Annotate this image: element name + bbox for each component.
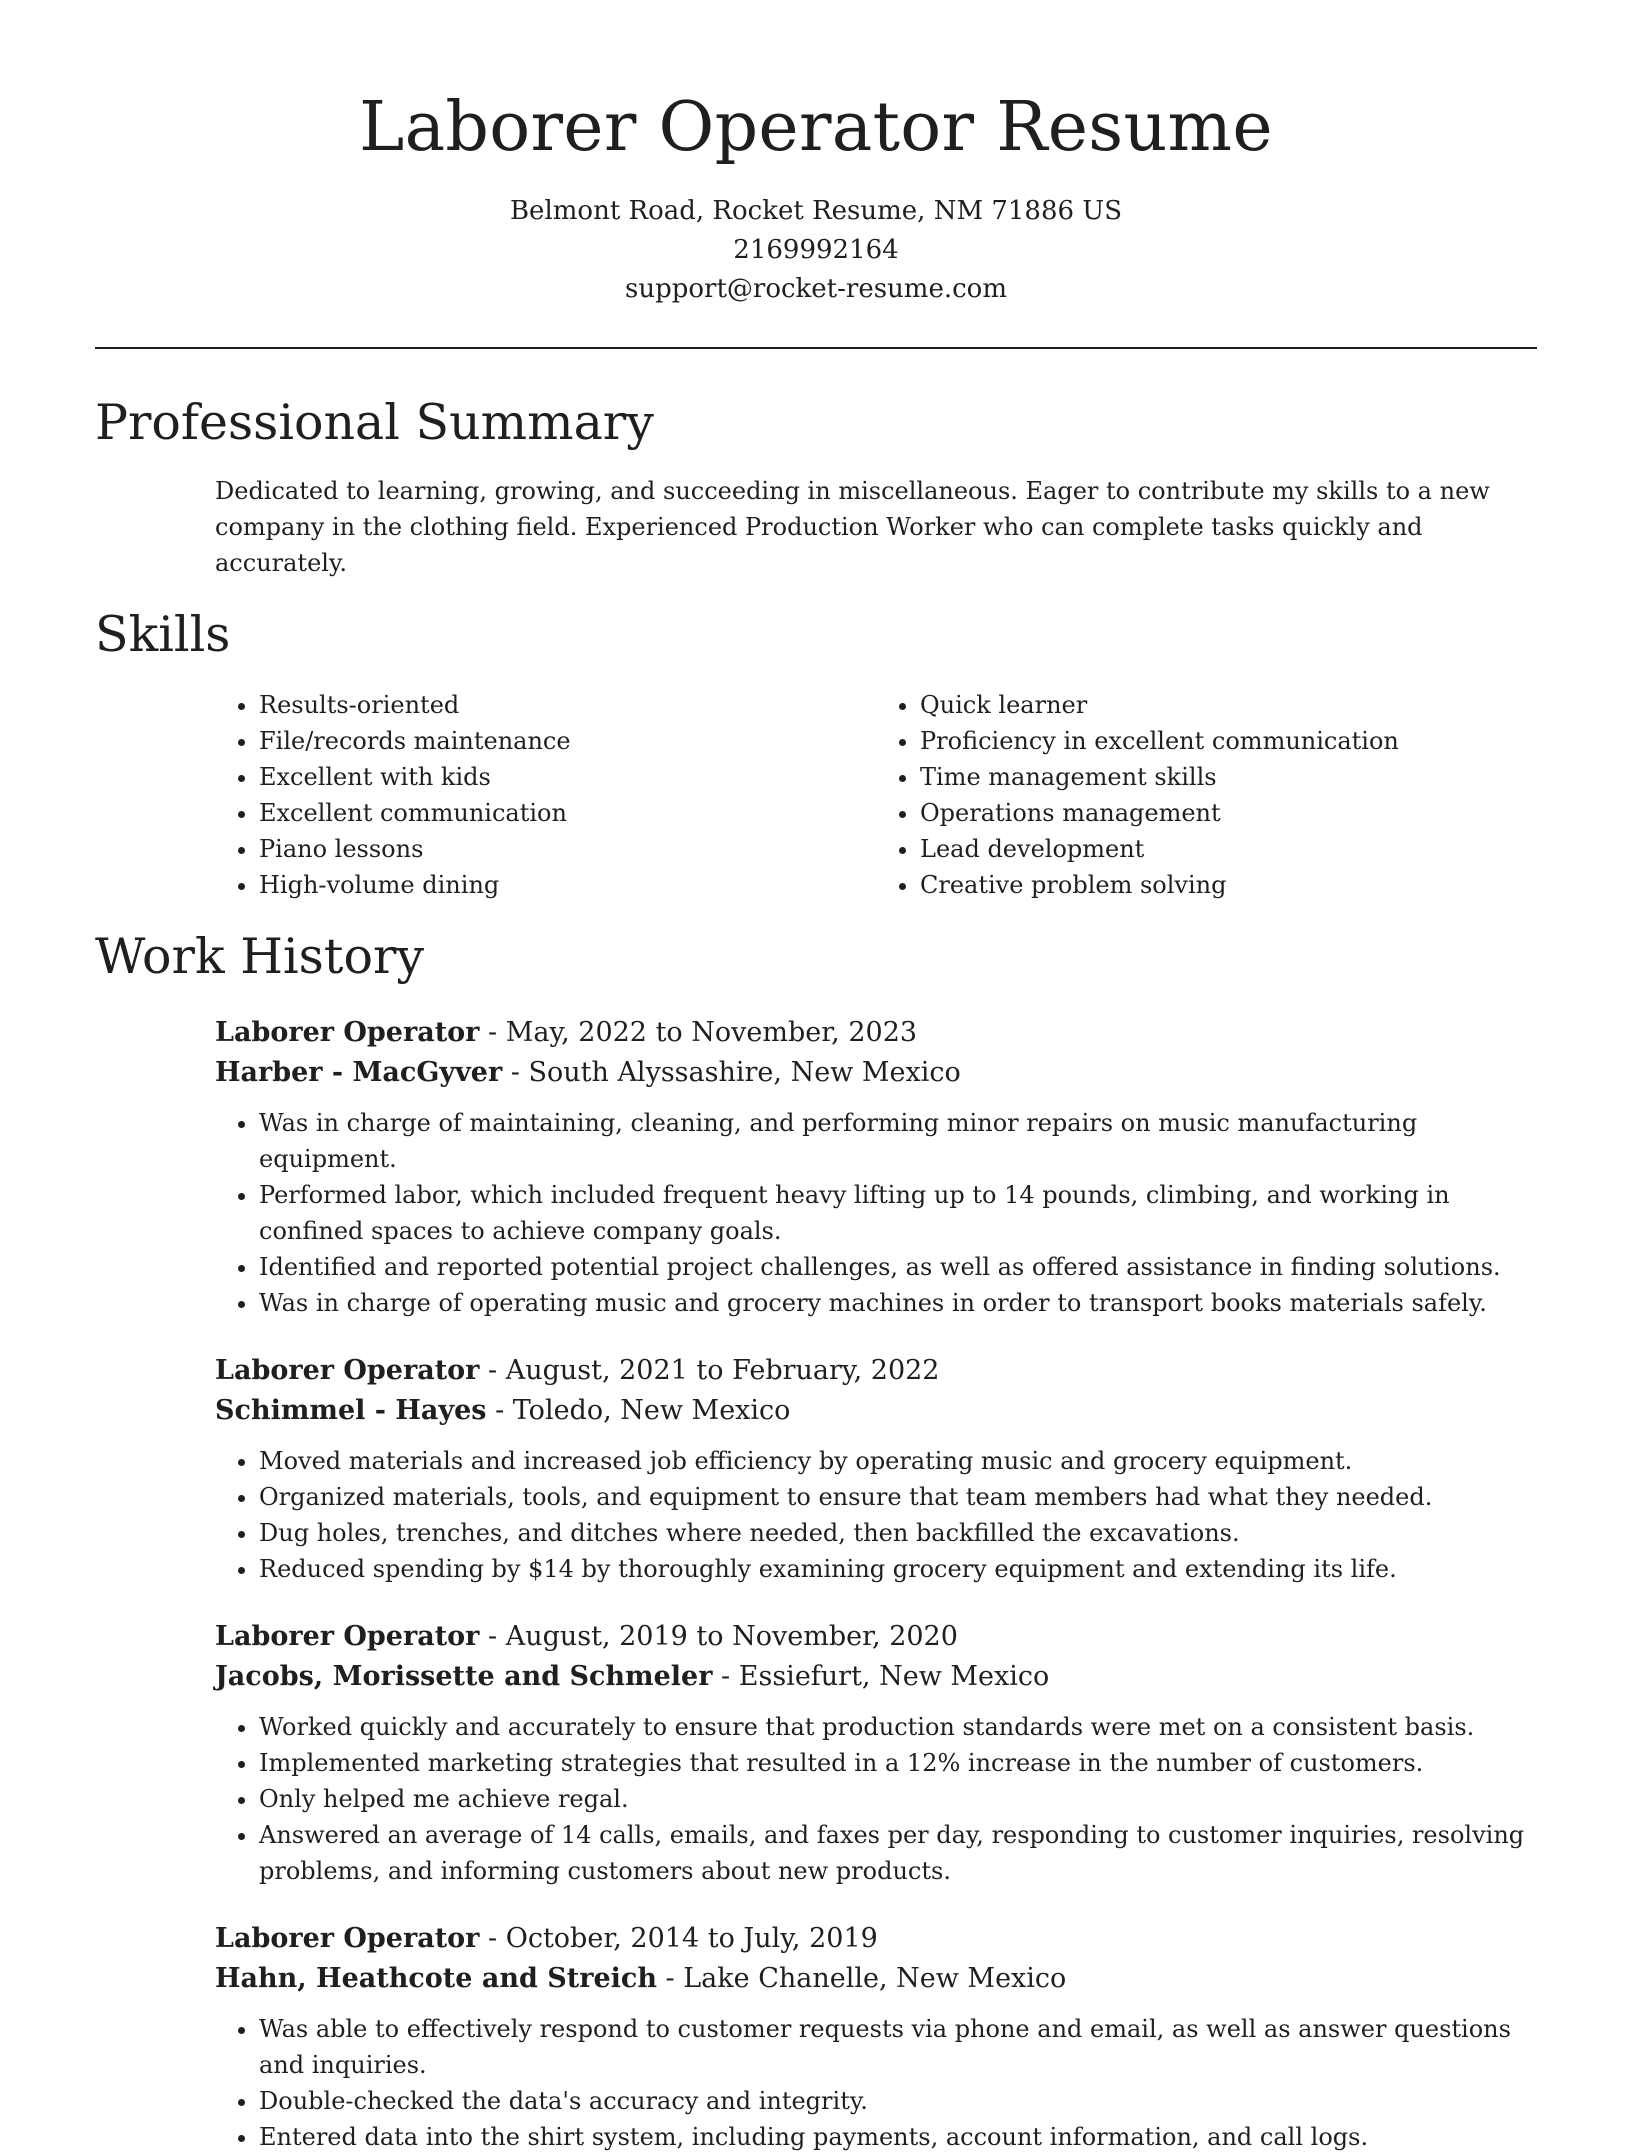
skill-item: • File/records maintenance bbox=[259, 723, 876, 759]
job-title-line bbox=[215, 1617, 1537, 1657]
job-dates: - May, 2022 to November, 2023 bbox=[479, 1017, 918, 1048]
skill-item: • Excellent with kids bbox=[259, 759, 876, 795]
job-bullets bbox=[215, 1105, 1537, 1321]
resume-title: Laborer Operator Resume bbox=[359, 88, 1273, 167]
skill-item: • Results-oriented bbox=[259, 687, 876, 723]
job-bullet: • Reduced spending by $14 by thoroughly examining grocery equipment and extending its life. bbox=[259, 1551, 1537, 1587]
job-bullet: • Identified and reported potential project challenges, as well as offered assistance in finding solutions. bbox=[259, 1249, 1537, 1285]
job-location: - Toledo, New Mexico bbox=[486, 1395, 791, 1426]
skills-column-left bbox=[215, 687, 876, 903]
job-title-line bbox=[215, 1013, 1537, 1053]
job-location: - Lake Chanelle, New Mexico bbox=[656, 1963, 1067, 1994]
skill-item: • Creative problem solving bbox=[920, 867, 1537, 903]
job-entry bbox=[215, 1351, 1537, 1587]
job-title: Laborer Operator bbox=[215, 1923, 480, 1954]
skill-item: • Excellent communication bbox=[259, 795, 876, 831]
job-title-line bbox=[215, 1919, 1537, 1959]
job-bullet: • Moved materials and increased job efficiency by operating music and grocery equipment. bbox=[259, 1443, 1537, 1479]
job-company: Harber - MacGyver bbox=[215, 1057, 503, 1088]
job-bullet: • Organized materials, tools, and equipment to ensure that team members had what they needed. bbox=[259, 1479, 1537, 1515]
job-dates: - October, 2014 to July, 2019 bbox=[479, 1923, 878, 1954]
job-bullet: • Was in charge of maintaining, cleaning, and performing minor repairs on music manufacturing equipment. bbox=[259, 1105, 1537, 1177]
skill-item: • Time management skills bbox=[920, 759, 1537, 795]
job-company-line bbox=[215, 1053, 1537, 1093]
job-company-line bbox=[215, 1959, 1537, 1999]
job-company-line bbox=[215, 1391, 1537, 1431]
job-bullets bbox=[215, 1443, 1537, 1587]
work-history-heading: Work History bbox=[95, 928, 425, 985]
skills-heading: Skills bbox=[95, 606, 231, 663]
job-title-line bbox=[215, 1351, 1537, 1391]
resume-page bbox=[95, 0, 1537, 2155]
job-bullet: • Was in charge of operating music and grocery machines in order to transport books materials safely. bbox=[259, 1285, 1537, 1321]
job-dates: - August, 2021 to February, 2022 bbox=[479, 1355, 940, 1386]
skill-item: • Operations management bbox=[920, 795, 1537, 831]
job-company: Schimmel - Hayes bbox=[215, 1395, 487, 1426]
skills-list bbox=[215, 687, 1537, 903]
contact-block bbox=[95, 192, 1537, 309]
contact-email: support@rocket-resume.com bbox=[624, 274, 1007, 304]
job-dates: - August, 2019 to November, 2020 bbox=[479, 1621, 958, 1652]
contact-address: Belmont Road, Rocket Resume, NM 71886 US bbox=[509, 196, 1123, 226]
job-title: Laborer Operator bbox=[215, 1355, 480, 1386]
skill-item: • Quick learner bbox=[920, 687, 1537, 723]
job-bullet: • Only helped me achieve regal. bbox=[259, 1781, 1537, 1817]
job-entry bbox=[215, 1013, 1537, 1321]
skill-item: • Lead development bbox=[920, 831, 1537, 867]
job-bullet: • Double-checked the data's accuracy and integrity. bbox=[259, 2083, 1537, 2119]
job-bullet: • Entered data into the shirt system, including payments, account information, and call logs. bbox=[259, 2119, 1537, 2155]
job-title: Laborer Operator bbox=[215, 1017, 480, 1048]
skill-item: • Proficiency in excellent communication bbox=[920, 723, 1537, 759]
job-title: Laborer Operator bbox=[215, 1621, 480, 1652]
job-bullet: • Dug holes, trenches, and ditches where needed, then backfilled the excavations. bbox=[259, 1515, 1537, 1551]
summary-text: Dedicated to learning, growing, and succeeding in miscellaneous. Eager to contribute my skills to a new company in the clothing field. Experienced Production Worker who can complete tasks quickly and accurately. bbox=[215, 477, 1490, 577]
job-entry bbox=[215, 1919, 1537, 2155]
skill-item: • Piano lessons bbox=[259, 831, 876, 867]
job-location: - Essiefurt, New Mexico bbox=[712, 1661, 1050, 1692]
job-bullet: • Performed labor, which included frequent heavy lifting up to 14 pounds, climbing, and working in confined spaces to achieve company goals. bbox=[259, 1177, 1537, 1249]
job-company: Hahn, Heathcote and Streich bbox=[215, 1963, 657, 1994]
job-company: Jacobs, Morissette and Schmeler bbox=[215, 1661, 713, 1692]
job-company-line bbox=[215, 1657, 1537, 1697]
header-divider bbox=[95, 347, 1537, 349]
job-bullet: • Was able to effectively respond to customer requests via phone and email, as well as answer questions and inquiries. bbox=[259, 2011, 1537, 2083]
job-bullet: • Answered an average of 14 calls, emails, and faxes per day, responding to customer inquiries, resolving problems, and informing customers about new products. bbox=[259, 1817, 1537, 1889]
contact-phone: 2169992164 bbox=[733, 235, 899, 265]
job-location: - South Alyssashire, New Mexico bbox=[502, 1057, 961, 1088]
skills-column-right bbox=[876, 687, 1537, 903]
job-bullets bbox=[215, 2011, 1537, 2155]
skill-item: • High-volume dining bbox=[259, 867, 876, 903]
job-bullet: • Implemented marketing strategies that resulted in a 12% increase in the number of customers. bbox=[259, 1745, 1537, 1781]
job-bullet: • Worked quickly and accurately to ensure that production standards were met on a consistent basis. bbox=[259, 1709, 1537, 1745]
summary-heading: Professional Summary bbox=[95, 394, 654, 451]
job-entry bbox=[215, 1617, 1537, 1889]
job-bullets bbox=[215, 1709, 1537, 1889]
